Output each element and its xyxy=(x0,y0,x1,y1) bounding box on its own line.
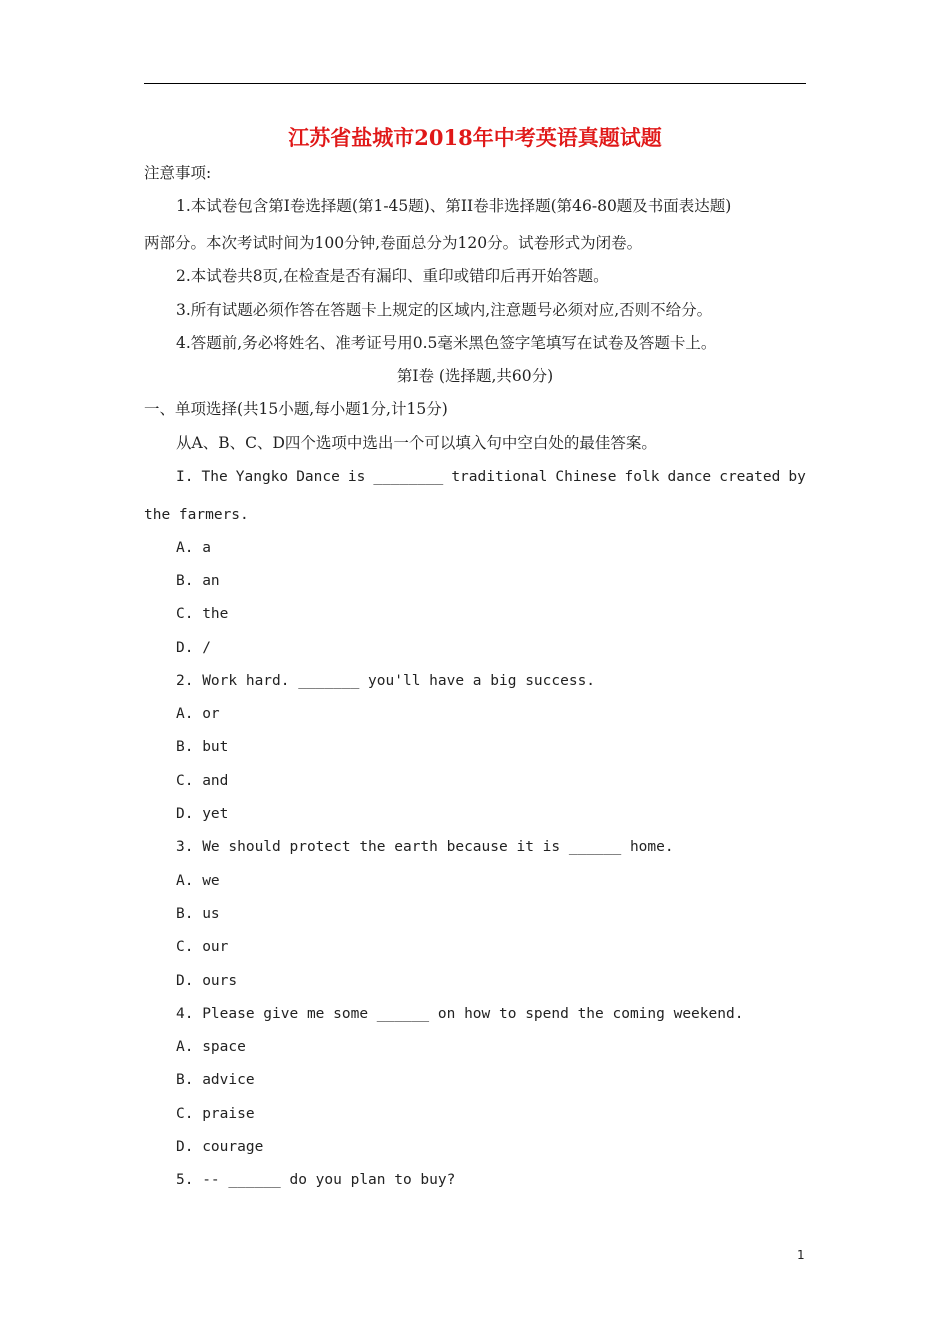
notice-item-3: 3.所有试题必须作答在答题卡上规定的区域内,注意题号必须对应,否则不给分。 xyxy=(176,301,713,319)
question-1-stem xyxy=(176,467,806,487)
q1-word: Chinese xyxy=(555,469,617,485)
q1-word: by xyxy=(788,469,806,485)
question-2-option-a: A. or xyxy=(176,706,220,722)
question-1-stem-cont: the farmers. xyxy=(144,507,249,523)
q1-word: Dance xyxy=(296,469,340,485)
q1-word: Yangko xyxy=(235,469,289,485)
q1-word: is xyxy=(347,469,366,485)
question-3-stem: 3. We should protect the earth because it is ______ home. xyxy=(176,839,674,855)
notice-item-1: 1.本试卷包含第I卷选择题(第1-45题)、第II卷非选择题(第46-80题及书面表达题) xyxy=(176,197,732,215)
header-rule xyxy=(144,83,806,84)
notice-heading: 注意事项: xyxy=(144,164,212,182)
question-1-option-b: B. an xyxy=(176,573,220,589)
question-1-option-d: D. / xyxy=(176,640,211,656)
question-2-option-d: D. yet xyxy=(176,806,229,822)
part1-heading: 第I卷 (选择题,共60分) xyxy=(396,367,554,385)
q1-blank: ________ xyxy=(373,469,444,485)
question-4-option-c: C. praise xyxy=(176,1106,255,1122)
q1-word: folk xyxy=(624,469,660,485)
section1-instruction: 从A、B、C、D四个选项中选出一个可以填入句中空白处的最佳答案。 xyxy=(176,434,657,452)
question-1-option-a: A. a xyxy=(176,540,211,556)
q1-word: created xyxy=(719,469,781,485)
q1-word: dance xyxy=(667,469,712,485)
notice-item-2: 2.本试卷共8页,在检查是否有漏印、重印或错印后再开始答题。 xyxy=(176,267,609,285)
question-2-option-b: B. but xyxy=(176,739,229,755)
question-3-option-b: B. us xyxy=(176,906,220,922)
question-2-option-c: C. and xyxy=(176,773,229,789)
notice-item-4: 4.答题前,务必将姓名、准考证号用0.5毫米黑色签字笔填写在试卷及答题卡上。 xyxy=(176,334,717,352)
question-3-option-d: D. ours xyxy=(176,973,238,989)
section1-heading: 一、单项选择(共15小题,每小题1分,计15分) xyxy=(144,400,448,418)
question-3-option-c: C. our xyxy=(176,939,229,955)
question-4-option-a: A. space xyxy=(176,1039,246,1055)
q1-word: I. xyxy=(176,469,194,485)
page-title: 江苏省盐城市2018年中考英语真题试题 xyxy=(288,125,662,150)
question-3-option-a: A. we xyxy=(176,873,220,889)
notice-item-1-cont: 两部分。本次考试时间为100分钟,卷面总分为120分。试卷形式为闭卷。 xyxy=(144,234,643,252)
q1-word: traditional xyxy=(451,469,548,485)
question-4-option-b: B. advice xyxy=(176,1072,255,1088)
question-2-stem: 2. Work hard. _______ you'll have a big success. xyxy=(176,673,596,689)
q1-word: The xyxy=(201,469,228,485)
question-4-stem: 4. Please give me some ______ on how to spend the coming weekend. xyxy=(176,1006,744,1022)
question-4-option-d: D. courage xyxy=(176,1139,264,1155)
question-1-option-c: C. the xyxy=(176,606,229,622)
page-number: 1 xyxy=(797,1248,805,1262)
question-5-stem: 5. -- ______ do you plan to buy? xyxy=(176,1172,456,1188)
